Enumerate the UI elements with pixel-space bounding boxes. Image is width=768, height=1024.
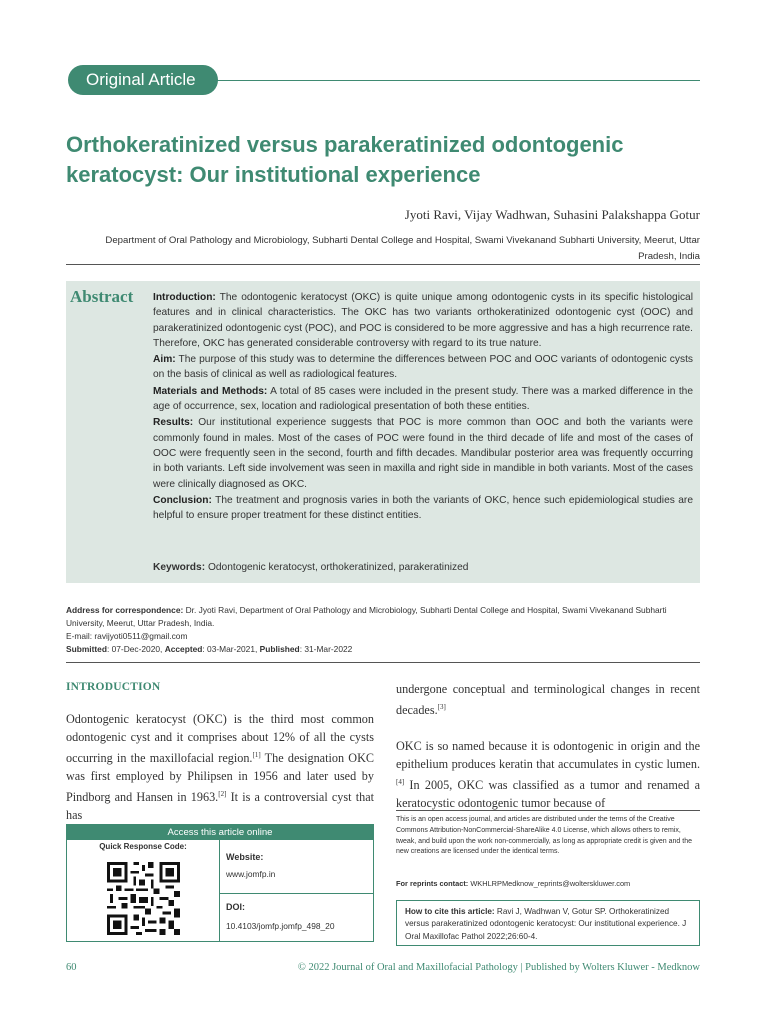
authors: Jyoti Ravi, Vijay Wadhwan, Suhasini Palakshappa Gotur bbox=[404, 207, 700, 222]
body-paragraph bbox=[66, 710, 374, 824]
body-column-left bbox=[66, 710, 374, 824]
body-paragraph bbox=[396, 737, 700, 812]
correspondence-text: Dr. Jyoti Ravi, Department of Oral Pathology and Microbiology, Subharti Dental College and Hospital, Swami Vivekanand Subharti University, Meerut, Uttar Pradesh, India. bbox=[66, 605, 667, 628]
abstract-text: A total of 85 cases were included in the present study. There was a marked difference in the age of occurrence, sex, location and radiological presentation of both these entities. bbox=[153, 385, 693, 413]
footer-text: © 2022 Journal of Oral and Maxillofacial Pathology | Published by Wolters Kluwer - Medknow bbox=[297, 962, 700, 973]
abstract-heading: Aim: bbox=[153, 354, 176, 366]
section-heading: INTRODUCTION bbox=[66, 681, 161, 693]
website-label: Website: bbox=[226, 852, 264, 862]
body-text: Odontogenic keratocyst (OKC) is the third most common odontogenic cyst and it comprises about 12% of all the cysts occurring in the maxillofacial region. bbox=[66, 712, 374, 766]
body-text: The designation OKC was first employed by Philipsen in 1956 and later used by Pindborg and Hansen in 1963. bbox=[66, 751, 375, 805]
abstract-label: Abstract bbox=[70, 287, 134, 306]
reprints-contact bbox=[396, 879, 700, 888]
reprints-email[interactable]: WKHLRPMedknow_reprints@wolterskluwer.com bbox=[468, 879, 631, 888]
divider bbox=[396, 810, 700, 811]
article-title: Orthokeratinized versus parakeratinized odontogenic keratocyst: Our institutional experience bbox=[66, 132, 624, 187]
body-text: OKC is so named because it is odontogenic in origin and the epithelium produces keratin that accumulates in cystic lumen. bbox=[396, 739, 700, 772]
citation-box bbox=[396, 900, 700, 946]
divider bbox=[66, 662, 700, 663]
access-divider bbox=[219, 893, 373, 894]
affiliation: Department of Oral Pathology and Microbiology, Subharti Dental College and Hospital, Swami Vivekanand Subharti University, Meerut, Uttar Pradesh, India bbox=[105, 235, 700, 262]
abstract-methods bbox=[153, 384, 693, 415]
body-column-right bbox=[396, 680, 700, 812]
correspondence-email: E-mail: ravijyoti0511@gmail.com bbox=[66, 631, 188, 641]
abstract-results bbox=[153, 415, 693, 491]
abstract-text: The odontogenic keratocyst (OKC) is quite unique among odontogenic cysts in its specific histological features and in clinical characteristics. The OKC has two variants orthokeratinized odontogenic cyst (OOC) and parakeratinized odontogenic cyst (POC), and POC is considered to be more aggressive and has a high recurrence rate. Therefore, OKC has generated considerable controversy with regard to its true nature. bbox=[153, 292, 693, 349]
abstract-conclusion bbox=[153, 493, 693, 524]
published-date: : 31-Mar-2022 bbox=[299, 644, 353, 654]
body-paragraph bbox=[396, 680, 700, 719]
abstract-text: The treatment and prognosis varies in both the variants of OKC, hence such epidemiological studies are helpful to ensure proper treatment for these distinct entities. bbox=[153, 494, 693, 522]
body-text: In 2005, OKC was classified as a tumor and renamed a keratocystic odontogenic tumor because of bbox=[396, 778, 700, 811]
keywords bbox=[153, 562, 693, 573]
keywords-text: Odontogenic keratocyst, orthokeratinized, parakeratinized bbox=[207, 562, 469, 573]
accepted-label: Accepted bbox=[164, 644, 203, 654]
submitted-date: : 07-Dec-2020, bbox=[106, 644, 165, 654]
reprints-label: For reprints contact: bbox=[396, 879, 469, 888]
abstract-heading: Materials and Methods: bbox=[153, 385, 268, 397]
abstract-body bbox=[153, 290, 693, 524]
citation-ref[interactable]: [1] bbox=[252, 751, 261, 759]
page-number: 60 bbox=[66, 962, 77, 973]
abstract-aim bbox=[153, 352, 693, 383]
citation-ref[interactable]: [4] bbox=[396, 778, 405, 787]
doi-label: DOI: bbox=[226, 902, 245, 912]
website-link[interactable]: www.jomfp.in bbox=[226, 869, 276, 879]
abstract-heading: Results: bbox=[153, 417, 194, 429]
abstract-text: The purpose of this study was to determine the differences between POC and OOC variants of odontogenic cysts on the basis of clinical as well as radiological features. bbox=[153, 354, 693, 381]
citation-ref[interactable]: [3] bbox=[437, 703, 446, 711]
body-text: It is a controversial cyst that has bbox=[66, 790, 374, 823]
abstract-heading: Introduction: bbox=[153, 292, 216, 303]
published-label: Published bbox=[259, 644, 300, 654]
correspondence-label: Address for correspondence: bbox=[66, 605, 184, 615]
citation-text: Ravi J, Wadhwan V, Gotur SP. Orthokeratinized versus parakeratinized odontogenic keratocyst: Our institutional experience. J Oral Maxillofac Pathol 2022;26:60-4. bbox=[405, 907, 687, 941]
keywords-label: Keywords: bbox=[153, 562, 206, 573]
qr-label: Quick Response Code: bbox=[99, 842, 187, 851]
correspondence-block bbox=[66, 604, 700, 656]
access-heading: Access this article online bbox=[67, 825, 373, 840]
access-divider bbox=[219, 840, 220, 941]
citation-label: How to cite this article: bbox=[405, 907, 495, 916]
doi-link[interactable]: 10.4103/jomfp.jomfp_498_20 bbox=[226, 921, 335, 931]
license-notice: This is an open access journal, and articles are distributed under the terms of the Creative Commons Attribution-NonCommercial-ShareAlike 4.0 License, which allows others to remix, tweak, and build upon the work non-commercially, as long as appropriate credit is given and the new creations are licensed under the identical terms. bbox=[396, 816, 692, 856]
correspondence-address bbox=[66, 604, 700, 630]
abstract-heading: Conclusion: bbox=[153, 494, 212, 506]
header-rule bbox=[200, 80, 700, 81]
body-text: undergone conceptual and terminological changes in recent decades. bbox=[396, 682, 700, 718]
citation-ref[interactable]: [2] bbox=[218, 790, 227, 799]
abstract-text: Our institutional experience suggests that POC is more common than OOC and both the variants were commonly found in males. Most of the cases of POC were found in the third decade of life and most of the cases of OOC were frequently seen in the second, fourth and fifth decades. Mandibular posterior area was frequently occurring in both variants. Left side involvement was seen in maxilla and right side in mandible in both variants. Most of the cases were clinically diagnosed as OKC. bbox=[153, 417, 693, 490]
divider bbox=[66, 264, 700, 265]
article-dates bbox=[66, 643, 700, 656]
article-type-badge: Original Article bbox=[68, 65, 218, 95]
submitted-label: Submitted bbox=[66, 644, 107, 654]
accepted-date: : 03-Mar-2021, bbox=[202, 644, 260, 654]
qr-code-icon[interactable] bbox=[107, 862, 180, 935]
abstract-introduction bbox=[153, 290, 693, 351]
